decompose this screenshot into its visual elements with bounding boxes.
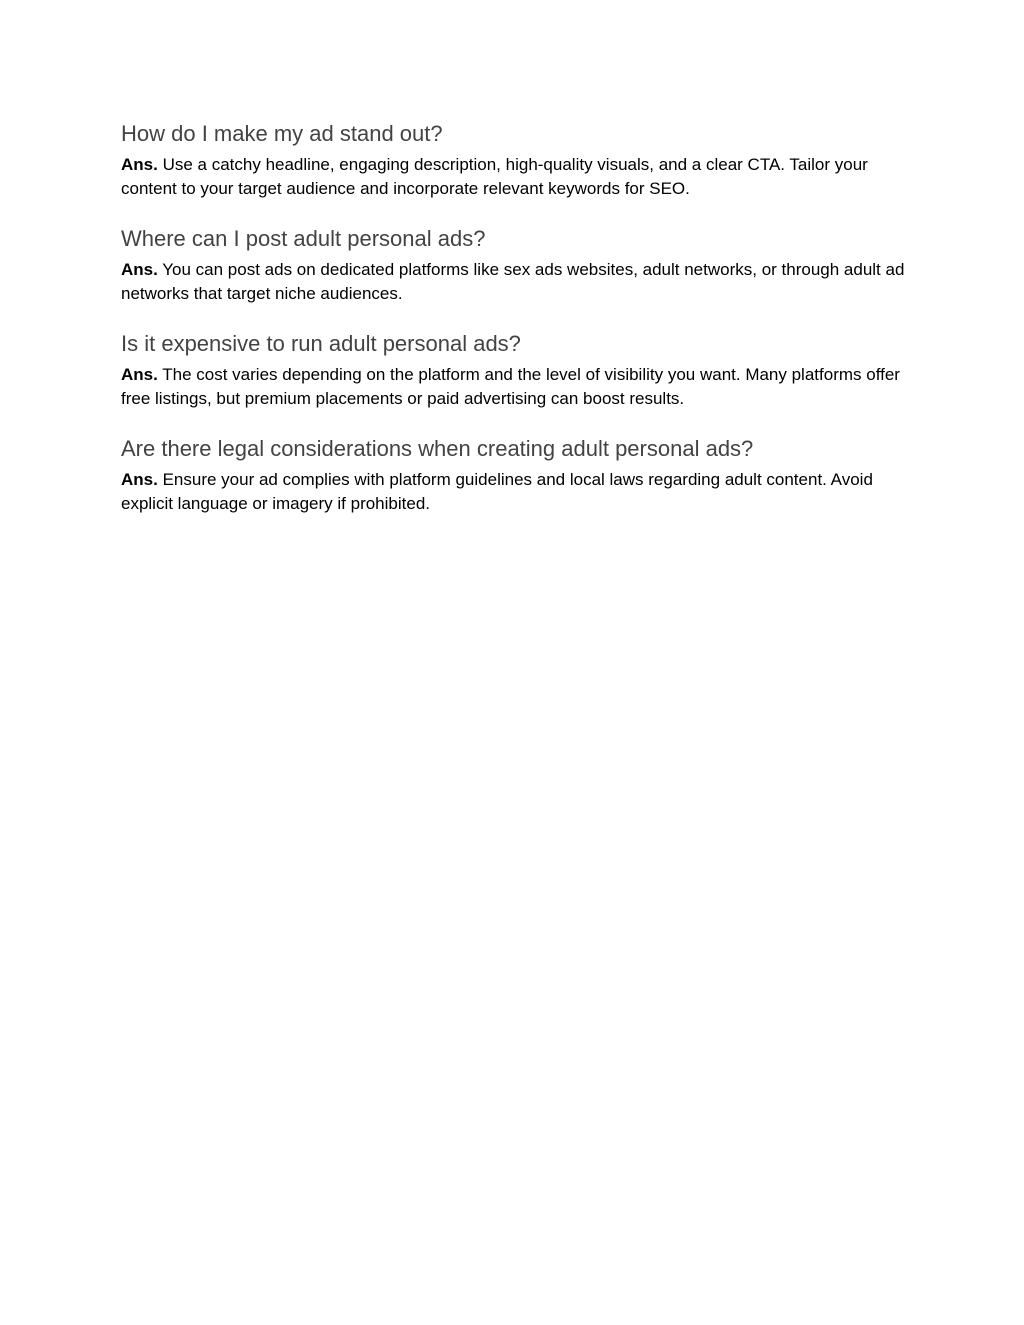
faq-question: Where can I post adult personal ads? xyxy=(121,226,486,251)
document-page xyxy=(121,118,911,538)
answer-text: The cost varies depending on the platform and the level of visibility you want. Many platforms offer free listings, but premium placements or paid advertising can boost results. xyxy=(121,365,900,408)
answer-prefix: Ans. xyxy=(121,470,158,489)
faq-answer xyxy=(121,468,911,516)
answer-text: Use a catchy headline, engaging description, high-quality visuals, and a clear CTA. Tailor your content to your target audience and incorporate relevant keywords for SEO. xyxy=(121,155,868,198)
faq-answer xyxy=(121,153,911,201)
faq-item xyxy=(121,118,911,201)
answer-prefix: Ans. xyxy=(121,155,158,174)
faq-item xyxy=(121,328,911,411)
answer-text: You can post ads on dedicated platforms like sex ads websites, adult networks, or through adult ad networks that target niche audiences. xyxy=(121,260,905,303)
faq-answer xyxy=(121,363,911,411)
faq-answer xyxy=(121,258,911,306)
faq-item xyxy=(121,433,911,516)
answer-prefix: Ans. xyxy=(121,260,158,279)
faq-question: How do I make my ad stand out? xyxy=(121,121,443,146)
faq-question: Is it expensive to run adult personal ads? xyxy=(121,331,521,356)
answer-prefix: Ans. xyxy=(121,365,158,384)
faq-question: Are there legal considerations when creating adult personal ads? xyxy=(121,436,754,461)
answer-text: Ensure your ad complies with platform guidelines and local laws regarding adult content. Avoid explicit language or imagery if prohibited. xyxy=(121,470,873,513)
faq-item xyxy=(121,223,911,306)
